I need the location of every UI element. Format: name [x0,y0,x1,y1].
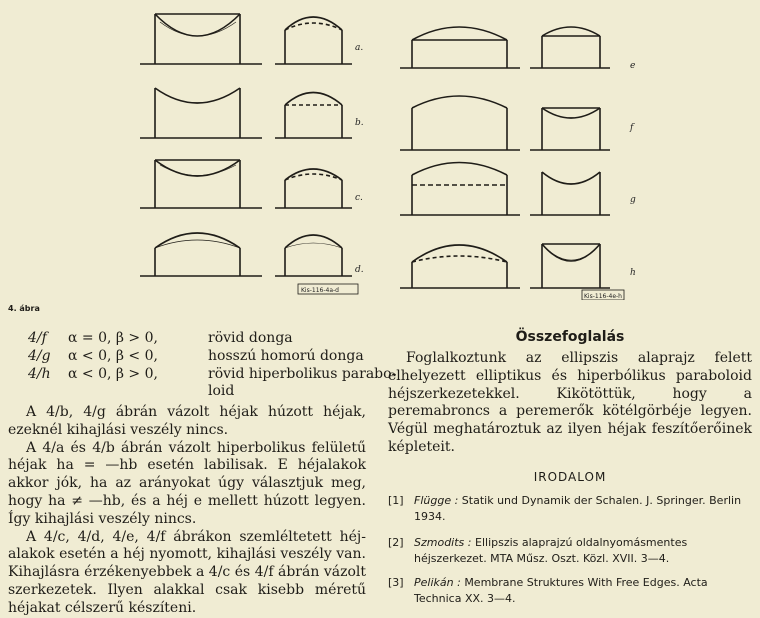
reference-number: [3] [388,576,404,589]
case-row [28,366,396,383]
reference-author: Pelikán : [414,576,461,589]
paragraph: A 4/b, 4/g ábrán vázolt héjak húzott héjak, ezeknél kihajlási veszély nincs. [8,404,366,438]
reference-text: Membrane Struktures With Free Edges. Acta Technica XX. 3—4. [414,576,708,605]
summary-text: Foglalkoztunk az ellipszis alaprajz felett elhelyezett elliptikus és hiperbólikus paraboloid héjszerkezetekkel. Kikötöttük, hogy a peremabroncs a peremerők kötélgörbéje legyen. Végül meghatároztuk az ilyen héjak feszítőerőinek képleteit. [388,350,752,455]
diagram-b-wide [140,88,262,138]
diagram-c-wide [140,160,262,208]
case-desc: loid [208,383,235,399]
figure-caption: 4. ábra [8,304,40,313]
diagram-d-narrow [275,235,352,276]
shell-shapes-figure [0,0,760,300]
paragraph: A 4/a és 4/b ábrán vázolt hiperbolikus felületű héjak ha = —hb esetén labilisak. E héjalakok akkor jók, ha az arányokat úgy választjuk meg, hogy ha ≠ —hb, és a héj e mellett húzott legyen. Így kihajlási veszély nincs. [8,439,366,527]
case-row [28,330,293,347]
label-d: d. [355,265,364,275]
label-h: h [630,268,636,278]
diagram-e-narrow [530,27,610,68]
reference-text: Statik und Dynamik der Schalen. J. Springer. Berlin 1934. [414,494,742,523]
label-a: a. [355,43,364,53]
case-desc: rövid hiperbolikus parabo- [208,366,397,382]
stamp-right: Kis-116-4e-h [584,293,622,300]
label-c: c. [355,193,363,203]
reference-author: Szmodits : [414,536,472,549]
diagram-a-narrow [275,17,352,64]
case-cond: α < 0, β < 0, [68,348,158,364]
diagram-g-narrow [530,172,610,215]
left-body-text [8,404,366,618]
reference-item [388,575,752,607]
case-row [28,383,234,400]
label-f: f [630,123,634,133]
summary-heading: Összefoglalás [515,329,625,345]
case-row [28,348,364,365]
label-b: b. [355,118,364,128]
reference-number: [2] [388,536,404,549]
case-desc: rövid donga [208,330,293,346]
reference-item [388,493,752,525]
diagram-e-wide [400,27,520,68]
case-key: 4/f [28,330,47,346]
diagram-c-narrow [275,169,352,208]
reference-item [388,535,752,567]
diagram-f-wide [400,96,520,150]
diagram-b-narrow [275,93,352,139]
case-cond: α < 0, β > 0, [68,366,158,382]
reference-author: Flügge : [414,494,459,507]
diagram-h-wide [400,245,520,288]
label-g: g [630,195,636,205]
stamp-left: Kis-116-4a-d [301,287,339,294]
diagram-a-wide [140,14,262,64]
case-cond: α = 0, β > 0, [68,330,158,346]
case-key: 4/h [28,366,51,382]
paragraph: A 4/c, 4/d, 4/e, 4/f ábrákon szemléltetett héj-alakok esetén a héj nyomott, kihajlási veszély van. Kihajlásra érzékenyebbek a 4/c és 4/f ábrán vázolt szerkezetek. Ilyen alakkal csak kisebb méretű héjakat célszerű készíteni. [8,528,366,616]
diagram-h-narrow [530,244,610,288]
diagram-d-wide [140,233,262,276]
diagram-g-wide [400,163,520,216]
references-heading: IRODALOM [533,470,607,484]
case-key: 4/g [28,348,51,364]
label-e: e [630,61,636,71]
reference-number: [1] [388,494,404,507]
diagram-f-narrow [530,108,610,150]
case-desc: hosszú homorú donga [208,348,364,364]
reference-text: Ellipszis alaprajzú oldalnyomásmentes héjszerkezet. MTA Műsz. Oszt. Közl. XVII. 3—4. [414,536,688,565]
